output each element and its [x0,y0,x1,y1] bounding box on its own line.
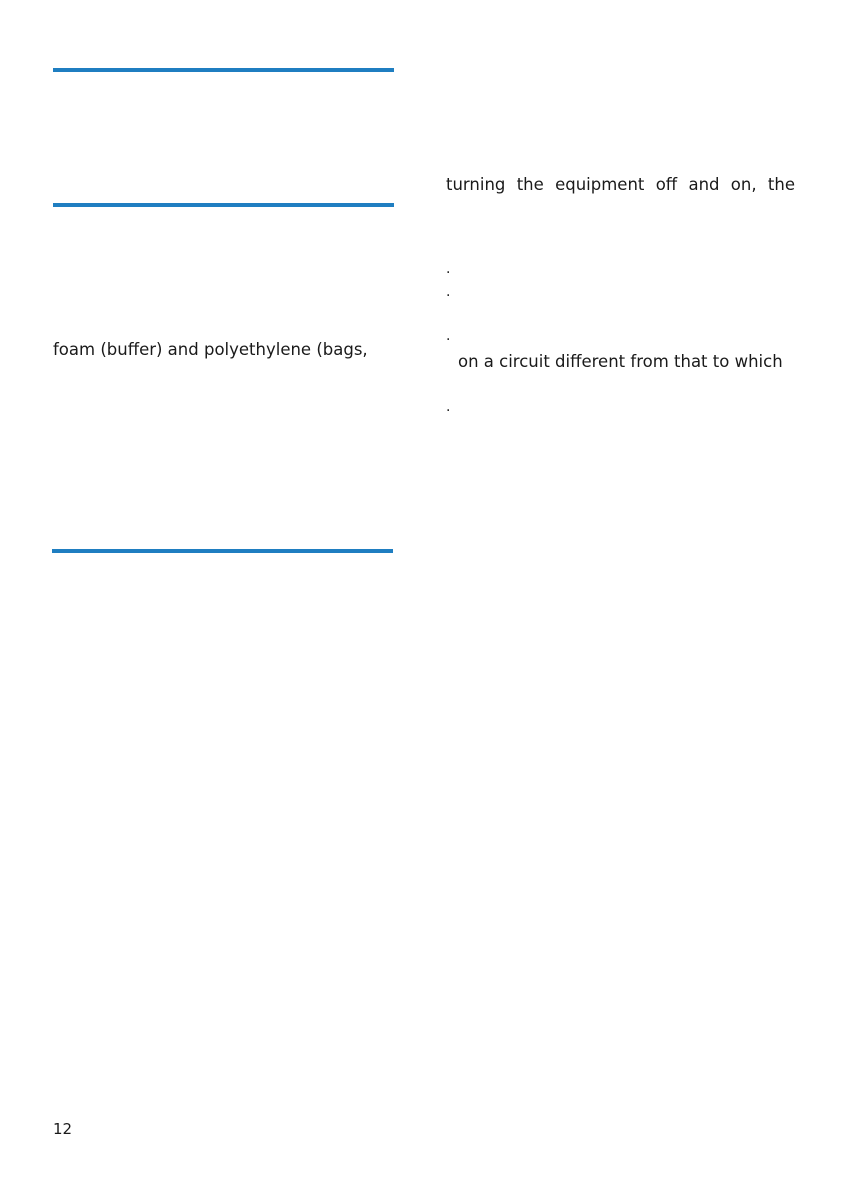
word: and [688,175,720,194]
list-bullet: . [446,399,451,415]
list-bullet: . [446,328,451,344]
word: turning [446,175,506,194]
right-body-line-circuit: on a circuit different from that to which [458,352,783,371]
page-number: 12 [53,1120,73,1138]
word: equipment [555,175,645,194]
word: off [655,175,678,194]
word: the [516,175,544,194]
section-divider-3 [52,549,393,553]
list-bullet: . [446,284,451,300]
left-body-line: foam (buffer) and polyethylene (bags, [53,340,368,359]
word: on, [730,175,757,194]
list-bullet: . [446,261,451,277]
right-body-line-justified [446,174,795,196]
word: the [767,175,795,194]
section-divider-2 [53,203,394,207]
section-divider-1 [53,68,394,72]
